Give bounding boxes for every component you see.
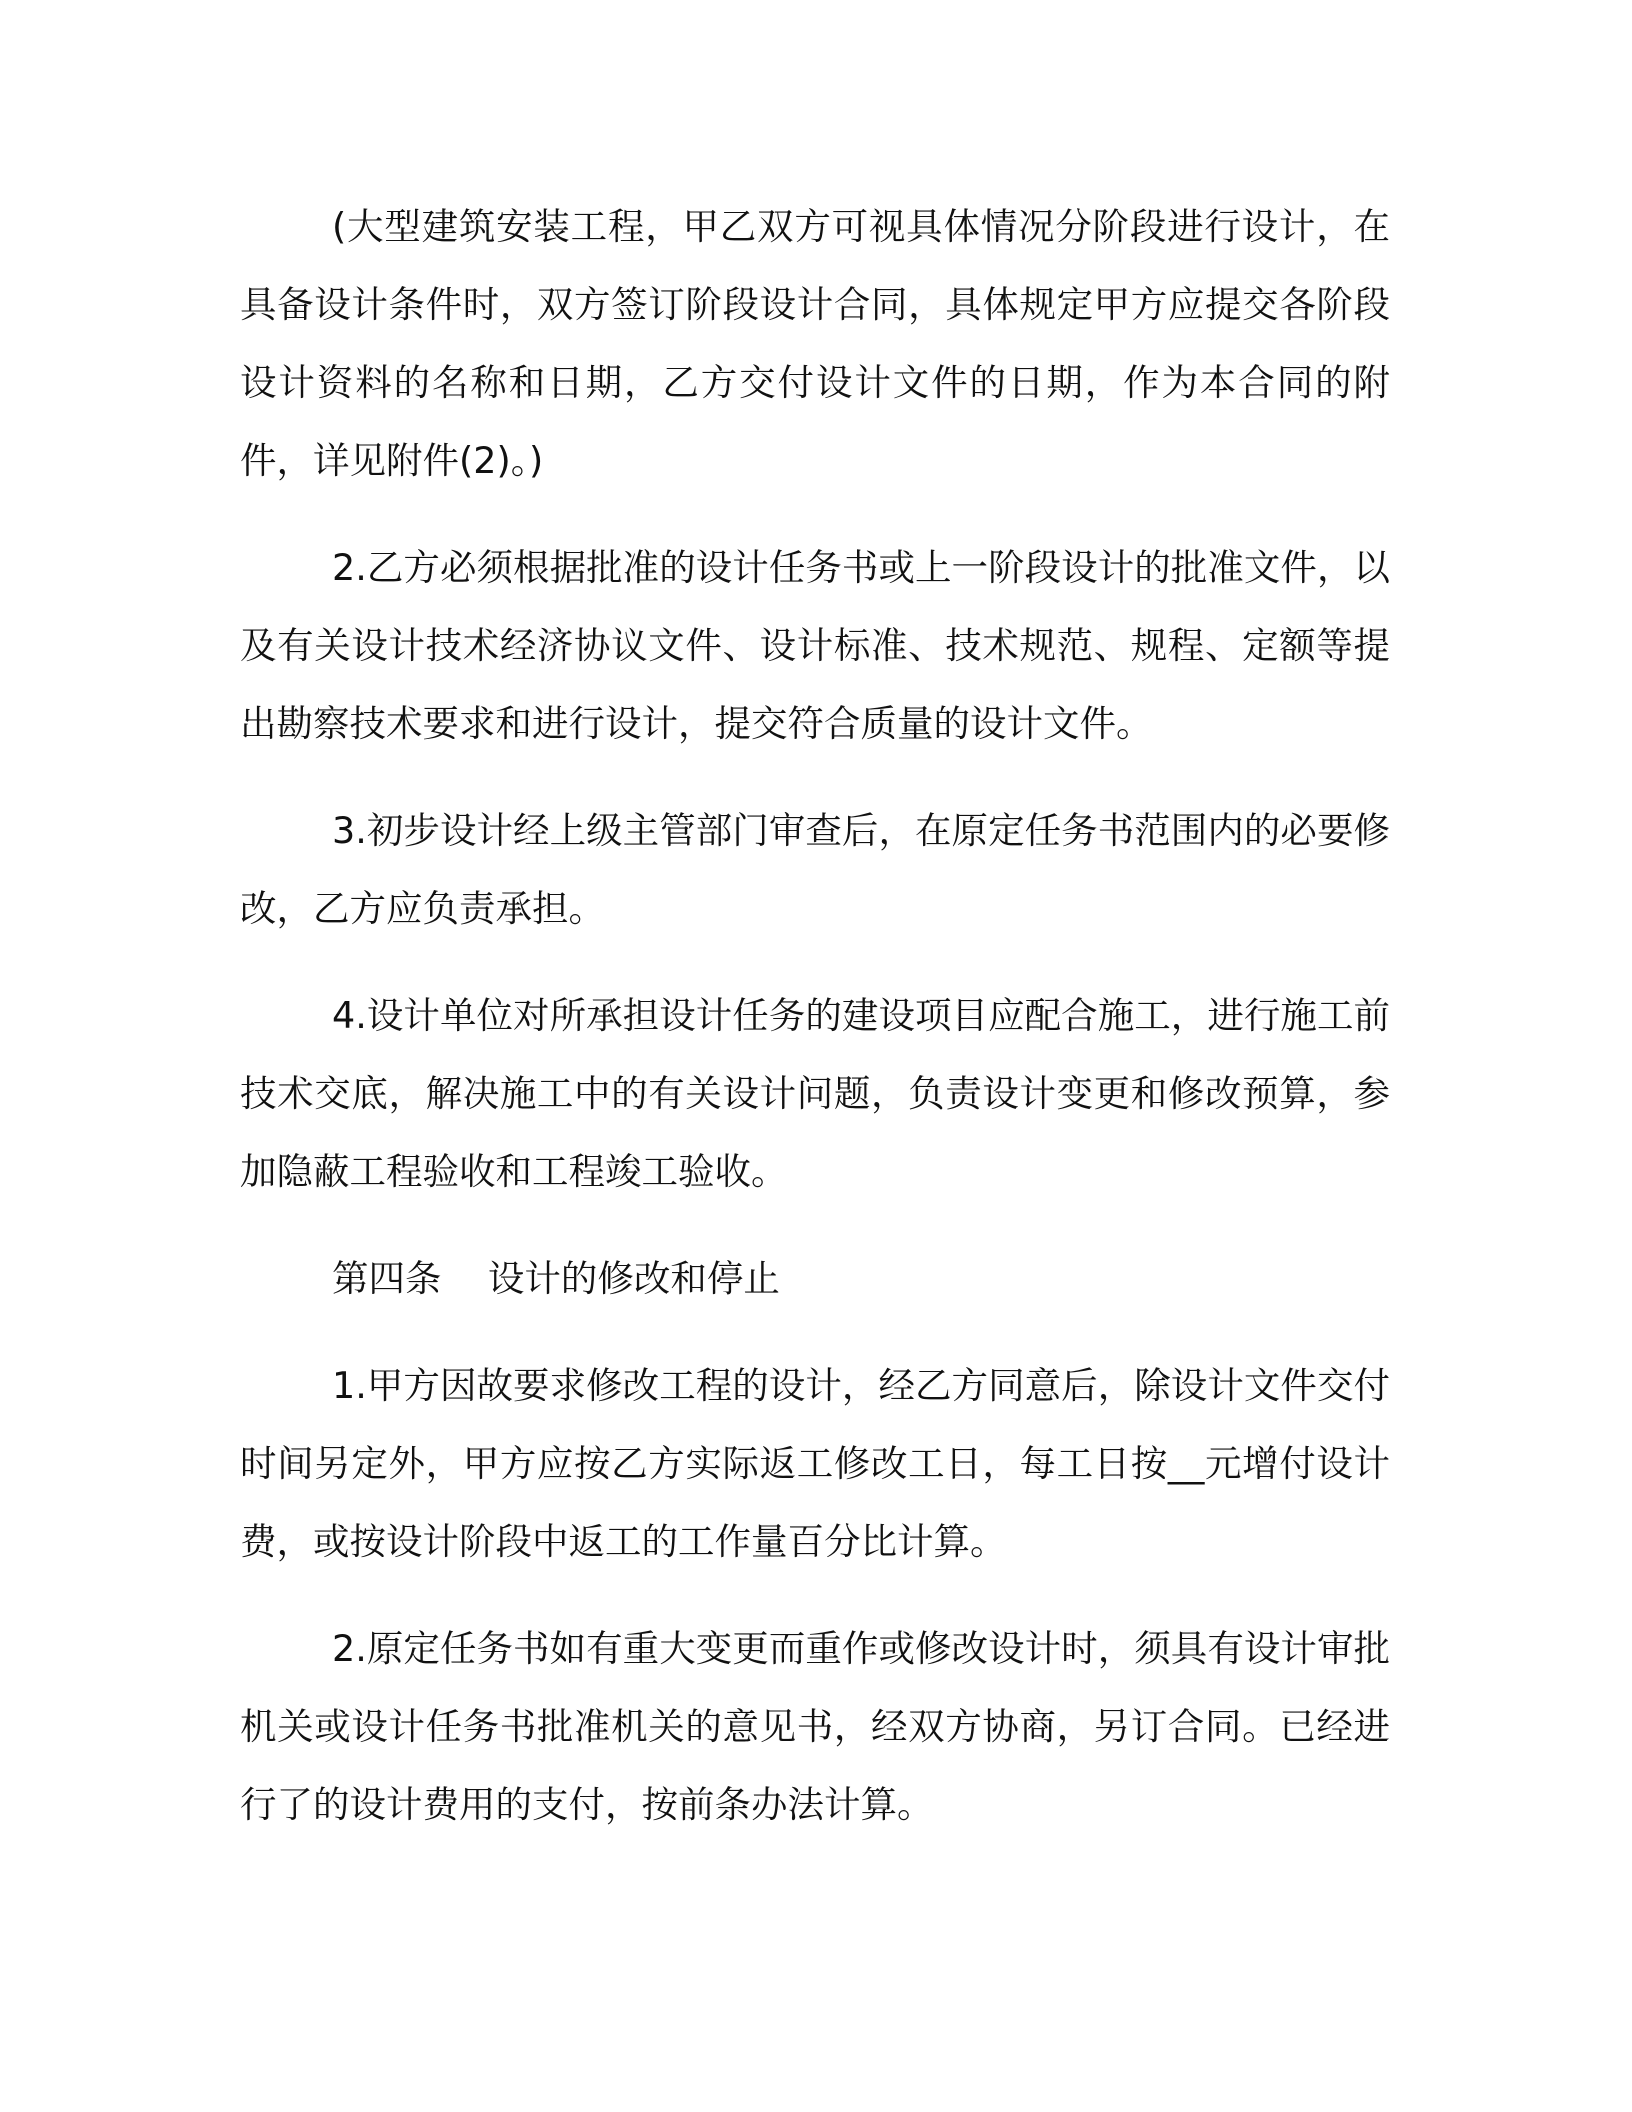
paragraph-clause-3: 3.初步设计经上级主管部门审查后，在原定任务书范围内的必要修改，乙方应负责承担。 (240, 809, 1390, 930)
paragraph-clause-4: 4.设计单位对所承担设计任务的建设项目应配合施工，进行施工前技术交底，解决施工中的有关设计问题，负责设计变更和修改预算，参加隐蔽工程验收和工程竣工验收。 (240, 994, 1390, 1193)
section-heading-article-4: 第四条 设计的修改和停止 (332, 1257, 780, 1300)
paragraph-article-4-clause-1: 1.甲方因故要求修改工程的设计，经乙方同意后，除设计文件交付时间另定外，甲方应按乙方实际返工修改工日，每工日按__元增付设计费，或按设计阶段中返工的工作量百分比计算。 (240, 1364, 1390, 1563)
document-body (240, 188, 1390, 1873)
paragraph-clause-2: 2.乙方必须根据批准的设计任务书或上一阶段设计的批准文件，以及有关设计技术经济协议文件、设计标准、技术规范、规程、定额等提出勘察技术要求和进行设计，提交符合质量的设计文件。 (240, 546, 1390, 745)
paragraph-stage-design: (大型建筑安装工程，甲乙双方可视具体情况分阶段进行设计，在具备设计条件时，双方签订阶段设计合同，具体规定甲方应提交各阶段设计资料的名称和日期，乙方交付设计文件的日期，作为本合同的附件，详见附件(2)。) (240, 205, 1390, 482)
paragraph-article-4-clause-2: 2.原定任务书如有重大变更而重作或修改设计时，须具有设计审批机关或设计任务书批准机关的意见书，经双方协商，另订合同。已经进行了的设计费用的支付，按前条办法计算。 (240, 1627, 1390, 1826)
